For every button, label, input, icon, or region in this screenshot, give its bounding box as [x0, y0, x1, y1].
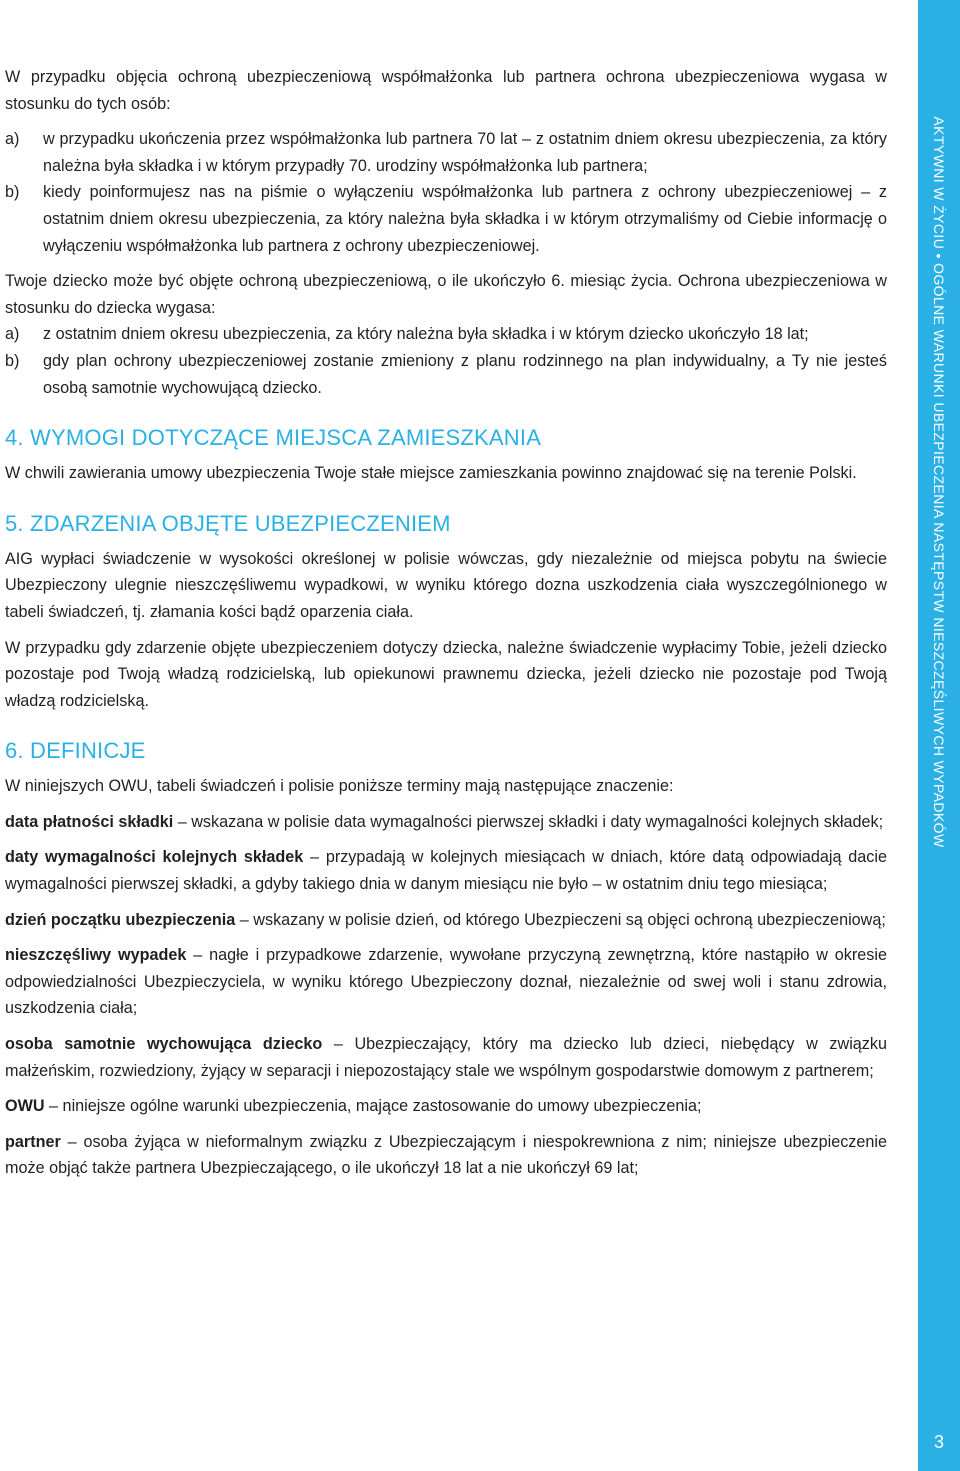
list-item [5, 321, 887, 348]
definition-term: nieszczęśliwy wypadek [5, 946, 187, 965]
section-6-heading: 6. DEFINICJE [5, 738, 146, 764]
section-5-paragraph-2: W przypadku gdy zdarzenie objęte ubezpieczeniem dotyczy dziecka, należne świadczenie wypłacimy Tobie, jeżeli dziecko pozostaje pod Twoją władzą rodzicielską, lub opiekunowi prawnemu dziecka, jeżeli dziecko nie pozostaje pod Twoją władzą rodzicielską. [5, 638, 887, 710]
definition-text: – niniejsze ogólne warunki ubezpieczenia, mające zastosowanie do umowy ubezpieczenia; [44, 1097, 702, 1116]
section-4-paragraph: W chwili zawierania umowy ubezpieczenia Twoje stałe miejsce zamieszkania powinno znajdować się na terenie Polski. [5, 464, 857, 483]
document-body [5, 64, 887, 1191]
intro-paragraph: W przypadku objęcia ochroną ubezpieczeniową współmałżonka lub partnera ochrona ubezpieczeniowa wygasa w stosunku do tych osób: [5, 68, 887, 113]
definition-term: dzień początku ubezpieczenia [5, 910, 236, 929]
definition-text: – nagłe i przypadkowe zdarzenie, wywołane przyczyną zewnętrzną, które nastąpiło w okresie odpowiedzialności Ubezpieczyciela, w wyniku którego Ubezpieczony doznał, niezależnie od swej woli i stanu zdrowia, uszkodzenia ciała; [5, 946, 887, 1018]
list-item [5, 348, 887, 401]
section-4-heading: 4. WYMOGI DOTYCZĄCE MIEJSCA ZAMIESZKANIA [5, 425, 542, 451]
sidebar-title: AKTYWNI W ŻYCIU • OGÓLNE WARUNKI UBEZPIECZENIA NASTĘPSTW NIESZCZĘŚLIWYCH WYPADKÓW [931, 116, 947, 848]
definition-term: partner [5, 1132, 61, 1151]
definition-item [5, 844, 887, 897]
spouse-expiry-list [5, 126, 887, 259]
definition-term: data płatności składki [5, 812, 174, 831]
definition-item [5, 942, 887, 1022]
list-marker: a) [5, 325, 20, 344]
definition-text: – osoba żyjąca w nieformalnym związku z Ubezpieczającym i niespokrewniona z nim; niniejsze ubezpieczenie może objąć także partnera Ubezpieczającego, o ile ukończył 18 lat a nie ukończył 69 lat; [5, 1132, 887, 1178]
list-item [5, 179, 887, 259]
child-expiry-list [5, 321, 887, 401]
section-5-paragraph-1: AIG wypłaci świadczenie w wysokości określonej w polisie wówczas, gdy niezależnie od miejsca pobytu na świecie Ubezpieczony ulegnie nieszczęśliwemu wypadkowi, w wyniku którego dozna uszkodzenia ciała wyszczególnionego w tabeli świadczeń, tj. złamania kości bądź oparzenia ciała. [5, 549, 887, 621]
definition-item [5, 907, 887, 934]
list-marker: a) [5, 130, 20, 149]
definition-text: – wskazana w polisie data wymagalności pierwszej składki i daty wymagalności kolejnych składek; [173, 812, 884, 831]
definition-term: daty wymagalności kolejnych składek [5, 848, 304, 867]
definition-term: osoba samotnie wychowująca dziecko [5, 1035, 323, 1054]
list-marker: b) [5, 351, 20, 370]
section-5-heading: 5. ZDARZENIA OBJĘTE UBEZPIECZENIEM [5, 510, 451, 536]
list-item [5, 126, 887, 179]
definition-item [5, 1031, 887, 1084]
page-number: 3 [933, 1432, 944, 1452]
definition-text: – wskazany w polisie dzień, od którego Ubezpieczeni są objęci ochroną ubezpieczeniową; [235, 910, 886, 929]
definition-item [5, 809, 887, 836]
definition-item [5, 1093, 887, 1120]
definition-text: – przypadają w kolejnych miesiącach w dniach, które datą odpowiadają dacie wymagalności pierwszej składki, a gdyby takiego dnia w danym miesiącu nie było – w ostatnim dniu tego miesiąca; [5, 848, 887, 894]
definition-text: – Ubezpieczający, który ma dziecko lub dzieci, niebędący w związku małżeńskim, rozwiedziony, żyjący w separacji i niepozostający stale we wspólnym gospodarstwie domowym z partnerem; [5, 1035, 887, 1080]
list-item-text: kiedy poinformujesz nas na piśmie o wyłączeniu współmałżonka lub partnera z ochrony ubezpieczeniowej – z ostatnim dniem okresu ubezpieczenia, za który należna była składka i w którym otrzymaliśmy od Ciebie informację o wyłączeniu współmałżonka lub partnera z ochrony ubezpieczeniowej. [43, 183, 887, 255]
child-paragraph: Twoje dziecko może być objęte ochroną ubezpieczeniową, o ile ukończyło 6. miesiąc życia. Ochrona ubezpieczeniowa w stosunku do dziecka wygasa: [5, 272, 887, 317]
definition-term: OWU [5, 1097, 45, 1116]
list-item-text: w przypadku ukończenia przez współmałżonka lub partnera 70 lat – z ostatnim dniem okresu ubezpieczenia, za który należna była składka i w którym przypadły 70. urodziny współmałżonka lub partnera; [43, 130, 887, 175]
section-6-intro: W niniejszych OWU, tabeli świadczeń i polisie poniższe terminy mają następujące znaczenie: [5, 777, 674, 796]
list-item-text: z ostatnim dniem okresu ubezpieczenia, za który należna była składka i w którym dziecko ukończyło 18 lat; [43, 325, 809, 344]
list-item-text: gdy plan ochrony ubezpieczeniowej zostanie zmieniony z planu rodzinnego na plan indywidualny, a Ty nie jesteś osobą samotnie wychowującą dziecko. [43, 351, 887, 397]
list-marker: b) [5, 183, 20, 202]
definition-item [5, 1129, 887, 1182]
